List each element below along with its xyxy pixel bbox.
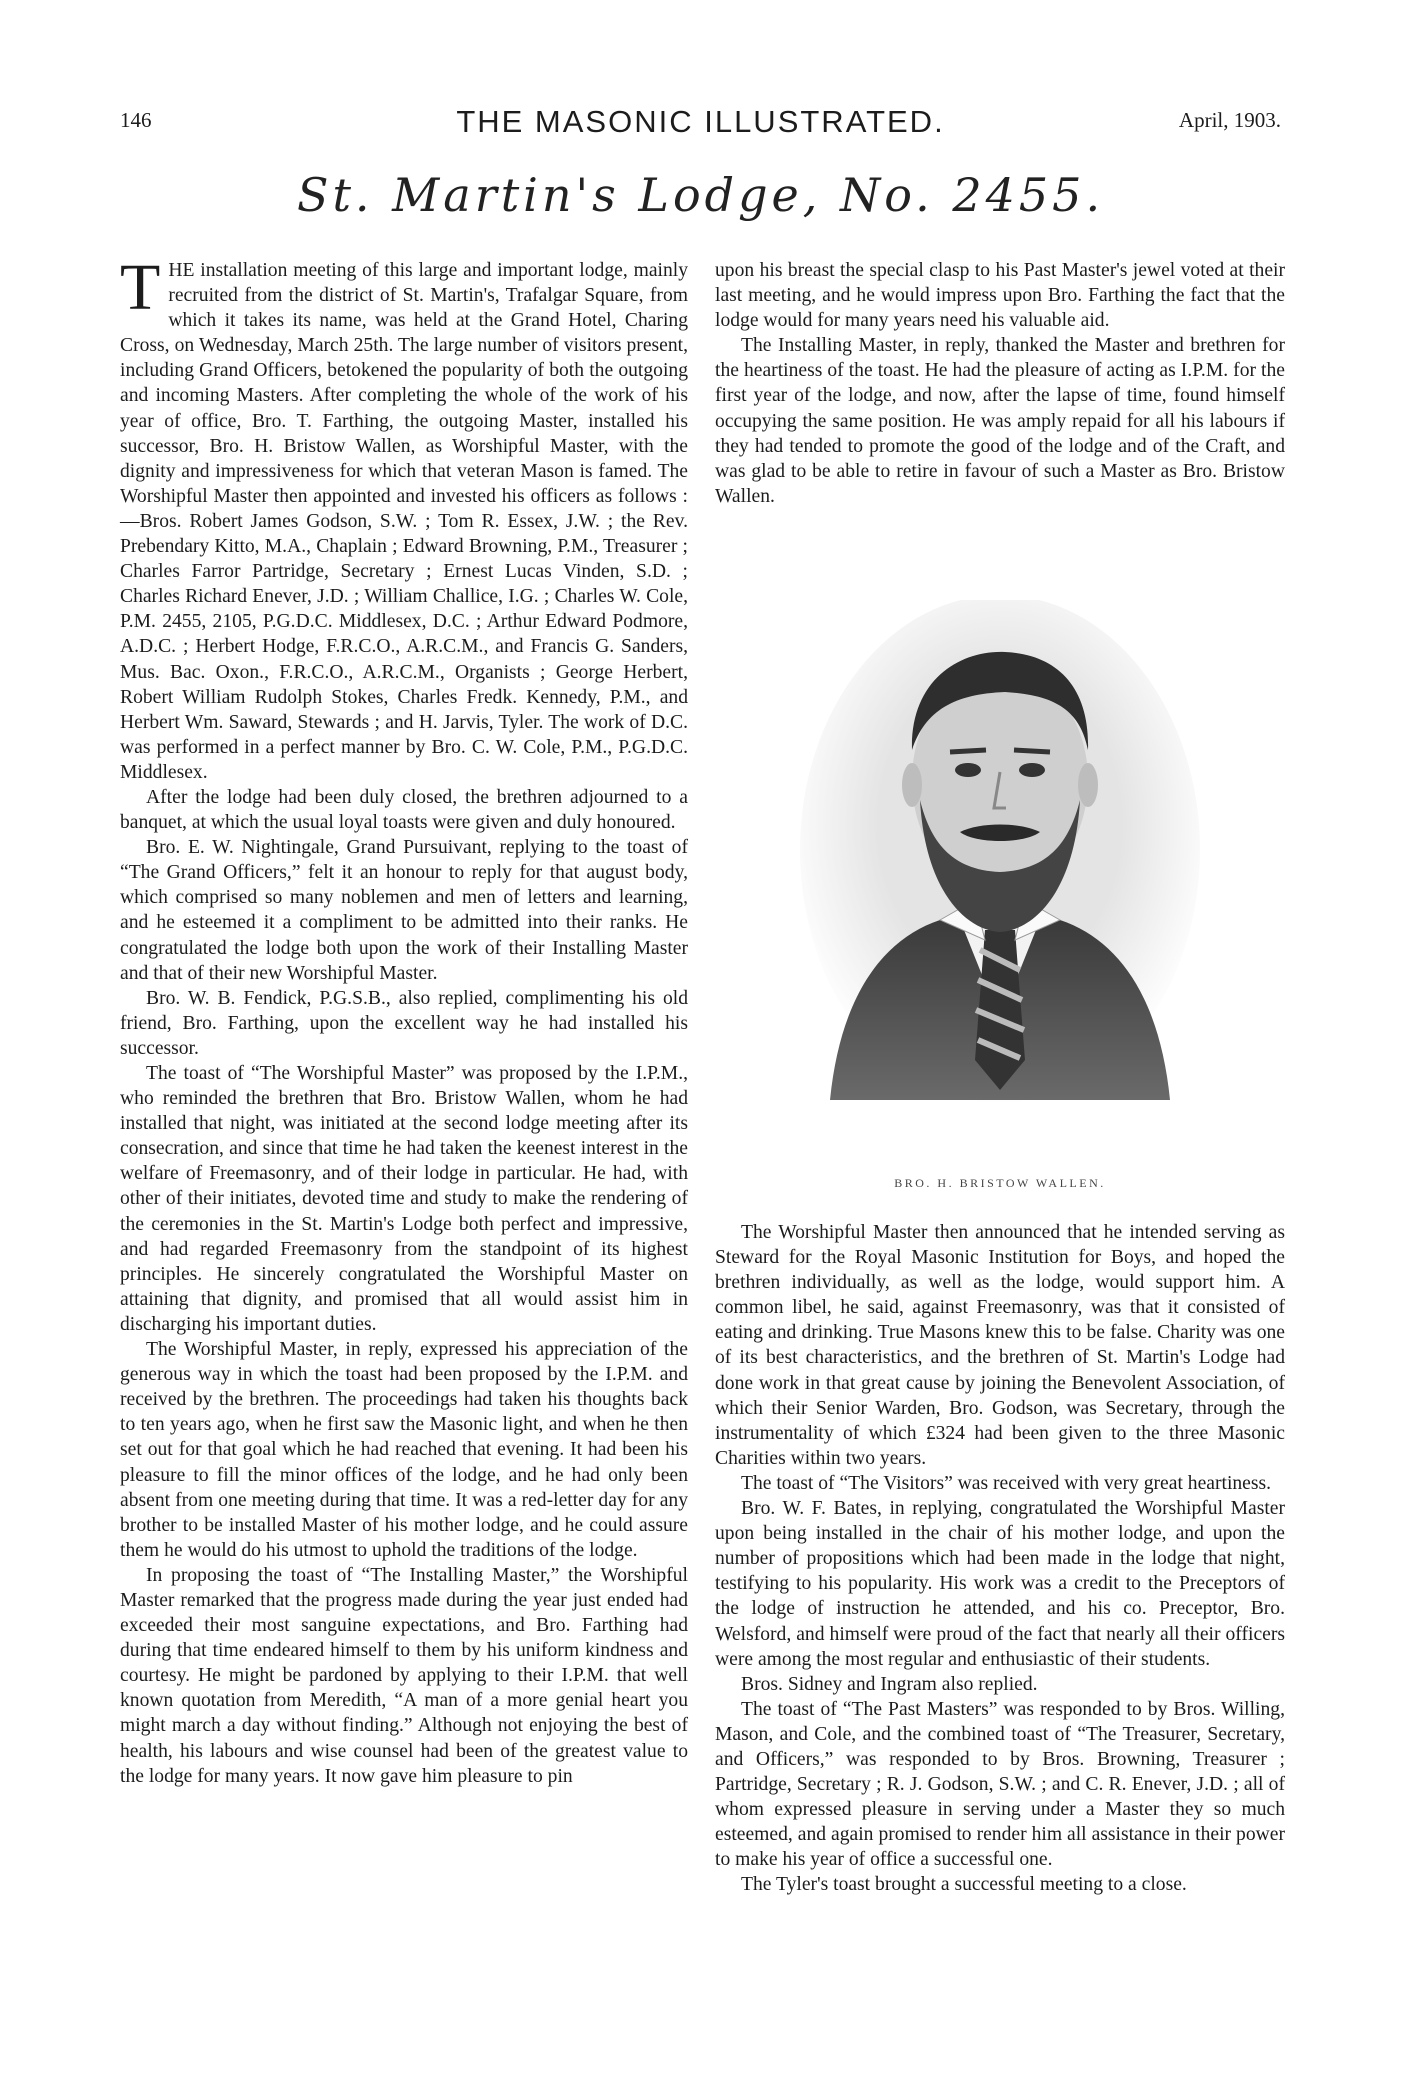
article-title: St. Martin's Lodge, No. 2455. — [296, 168, 1105, 222]
left-column — [120, 251, 688, 1789]
magazine-title: THE MASONIC ILLUSTRATED. — [456, 104, 945, 139]
issue-date: April, 1903. — [1178, 108, 1281, 132]
paragraph: The Worshipful Master, in reply, expressed his appreciation of the generous way in which the toast had been proposed by the I.P.M. and received by the brethren. The proceedings had taken his thoughts back to ten years ago, when he first saw the Masonic light, and when he then set out for that goal which he had reached that evening. It had been his pleasure to fill the minor offices of the lodge, and he had only been absent from one meeting during that time. It was a red-letter day for any brother to be installed Master of his mother lodge, and he could assure them he would do his utmost to uphold the traditions of the lodge. — [120, 1339, 688, 1561]
paragraph: The Installing Master, in reply, thanked the Master and brethren for the heartiness of the toast. He had the pleasure of acting as I.P.M. for the first year of the lodge, and now, after the lapse of time, found himself occupying the same position. He was amply repaid for all his labours if they had tended to promote the good of the lodge and of the Craft, and was glad to be able to retire in favour of such a Master as Bro. Bristow Wallen. — [715, 335, 1285, 507]
paragraph: Bros. Sidney and Ingram also replied. — [741, 1673, 1038, 1695]
paragraph: Bro. W. F. Bates, in replying, congratulated the Worshipful Master upon being installed in the chair of his mother lodge, and upon the number of propositions which had been made in the lodge that night, testifying to his popularity. His work was a credit to the Preceptors of the lodge of instruction he attended, and his co. Preceptor, Bro. Welsford, and himself were proud of the fact that nearly all their officers were among the most regular and enthusiastic of their students. — [715, 1498, 1285, 1670]
paragraph: upon his breast the special clasp to his Past Master's jewel voted at their last meeting, and he would impress upon Bro. Farthing the fact that the lodge would for many years need his valuable aid. — [715, 260, 1285, 332]
paragraph — [120, 251, 688, 785]
paragraph-text: HE installation meeting of this large and important lodge, mainly recruited from the district of St. Martin's, Trafalgar Square, from which it takes its name, was held at the Grand Hotel, Charing Cross, on Wednesday, March 25th. The large number of visitors present, including Grand Officers, betokened the popularity of both the outgoing and incoming Masters. After completing the whole of the work of his year of office, Bro. T. Farthing, the outgoing Master, installed his successor, Bro. H. Bristow Wallen, as Worshipful Master, with the dignity and impressiveness for which that veteran Mason is famed. The Worshipful Master then appointed and invested his officers as follows :—Bros. Robert James Godson, S.W. ; Tom R. Essex, J.W. ; the Rev. Prebendary Kitto, M.A., Chaplain ; Edward Browning, P.M., Treasurer ; Charles Farror Partridge, Secretary ; Ernest Lucas Vinden, S.D. ; Charles Richard Enever, J.D. ; William Challice, I.G. ; Charles W. Cole, P.M. 2455, 2105, P.G.D.C. Middlesex, D.C. ; Arthur Edward Podmore, A.D.C. ; Herbert Hodge, F.R.C.O., A.R.C.M., and Francis G. Sanders, Mus. Bac. Oxon., F.R.C.O., A.R.C.M., Organists ; George Herbert, Robert William Rudolph Stokes, Charles Fredk. Kennedy, P.M., and Herbert Wm. Saward, Stewards ; and H. Jarvis, Tyler. The work of D.C. was performed in a perfect manner by Bro. C. W. Cole, P.M., P.G.D.C. Middlesex. — [120, 260, 688, 783]
paragraph: The toast of “The Visitors” was received with very great heartiness. — [741, 1472, 1272, 1494]
paragraph: The Tyler's toast brought a successful meeting to a close. — [741, 1874, 1187, 1896]
portrait-photo — [790, 600, 1210, 1120]
page-number: 146 — [120, 108, 152, 132]
running-header — [120, 104, 1281, 144]
paragraph: The toast of “The Worshipful Master” was proposed by the I.P.M., who reminded the brethren that Bro. Bristow Wallen, whom he had installed that night, was initiated at the second lodge meeting after its consecration, and since that time he had taken the keenest interest in the welfare of Freemasonry, and of their lodge in particular. He had, with other of their initiates, devoted time and study to make the rendering of the ceremonies in the St. Martin's Lodge both perfect and impressive, and had regarded Freemasonry from the standpoint of its highest principles. He sincerely congratulated the Worshipful Master on attaining that dignity, and promised that all would assist him in discharging his important duties. — [120, 1063, 688, 1335]
right-column-top — [715, 258, 1285, 509]
drop-cap: T — [120, 251, 161, 324]
paragraph: The Worshipful Master then announced that he intended serving as Steward for the Royal Masonic Institution for Boys, and hoped the brethren individually, as well as the lodge, would support him. A common libel, he said, against Freemasonry, was that it consisted of eating and drinking. True Masons knew this to be false. Charity was one of its best characteristics, and the brethren of St. Martin's Lodge had done work in that great cause by joining the Benevolent Association, of which their Senior Warden, Bro. Godson, was Secretary, through the instrumentality of which £324 had been given to the three Masonic Charities within two years. — [715, 1222, 1285, 1469]
photo-caption: BRO. H. BRISTOW WALLEN. — [894, 1176, 1106, 1190]
paragraph: In proposing the toast of “The Installing Master,” the Worshipful Master remarked that the progress made during the year just ended had exceeded their most sanguine expectations, and Bro. Farthing had during that time endeared himself to them by his uniform kindness and courtesy. He might be pardoned by applying to their I.P.M. that well known quotation from Meredith, “A man of a more genial heart you might march a day without finding.” Although not enjoying the best of health, his labours and wise counsel had been of the greatest value to the lodge for many years. It now gave him pleasure to pin — [120, 1564, 688, 1787]
paragraph: Bro. E. W. Nightingale, Grand Pursuivant, replying to the toast of “The Grand Officers,” felt it an honour to reply for that august body, which comprised so many noblemen and men of letters and learning, and he esteemed it a compliment to be admitted into their ranks. He congratulated the lodge both upon the work of their Installing Master and that of their new Worshipful Master. — [120, 837, 688, 984]
right-column-bottom — [715, 1220, 1285, 1898]
paragraph: After the lodge had been duly closed, the brethren adjourned to a banquet, at which the usual loyal toasts were given and duly honoured. — [120, 786, 688, 834]
paragraph: Bro. W. B. Fendick, P.G.S.B., also replied, complimenting his old friend, Bro. Farthing, upon the excellent way he had installed his successor. — [120, 987, 688, 1059]
paragraph: The toast of “The Past Masters” was responded to by Bros. Willing, Mason, and Cole, and the combined toast of “The Treasurer, Secretary, and Officers,” was responded to by Bros. Browning, Treasurer ; Partridge, Secretary ; R. J. Godson, S.W. ; and C. R. Enever, J.D. ; all of whom expressed pleasure in serving under a Master they so much esteemed, and again promised to render him all assistance in their power to make his year of office a successful one. — [715, 1698, 1285, 1871]
